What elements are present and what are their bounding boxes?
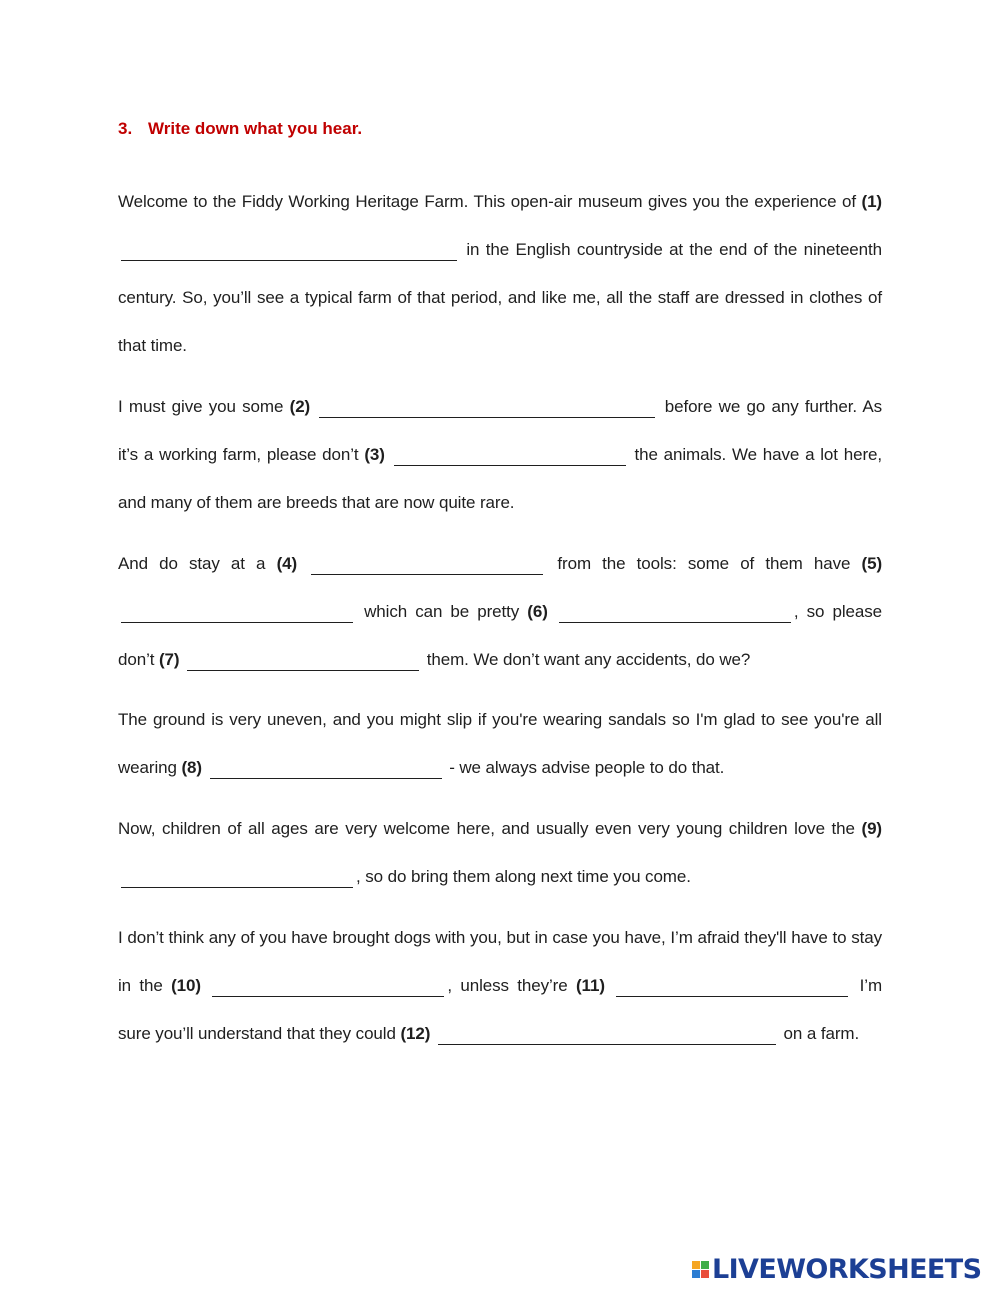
answer-input[interactable]	[187, 652, 419, 671]
exercise-title	[118, 119, 362, 139]
text-segment: Now, children of all ages are very welcome here, and usually even very young children love the	[118, 819, 862, 838]
text-segment: - we always advise people to do that.	[444, 758, 725, 777]
exercise-number: 3.	[118, 119, 133, 138]
text-segment: , so please don’t	[118, 602, 882, 669]
answer-input[interactable]	[394, 447, 626, 466]
liveworksheets-logo-icon	[692, 1261, 709, 1278]
text-segment: from the tools: some of them have	[546, 554, 862, 573]
logo-square	[692, 1270, 700, 1278]
liveworksheets-logo	[692, 1254, 981, 1285]
text-segment: which can be pretty	[356, 602, 528, 621]
gap-number: (7)	[159, 650, 180, 669]
text-segment: I don’t think any of you have brought dogs with you, but in case you have, I’m afraid they'll have to stay in the	[118, 928, 882, 995]
gap-number: (4)	[276, 554, 298, 573]
answer-input[interactable]	[121, 242, 457, 261]
paragraph-6	[118, 914, 882, 1058]
answer-input[interactable]	[616, 978, 848, 997]
text-segment: I’m sure you’ll understand that they could	[118, 976, 883, 1043]
paragraph-1	[118, 178, 882, 370]
text-segment: I must give you some	[118, 397, 290, 416]
text-segment: them. We don’t want any accidents, do we?	[422, 650, 751, 669]
paragraph-5	[118, 805, 882, 901]
gap-number: (11)	[575, 976, 605, 995]
paragraph-3	[118, 540, 882, 684]
text-segment: The ground is very uneven, and you might slip if you're wearing sandals so I'm glad to see you're all wearing	[118, 710, 882, 777]
gap-number: (5)	[861, 554, 883, 573]
text-segment: the animals. We have a lot here, and many of them are breeds that are now quite rare.	[118, 445, 882, 512]
logo-square	[701, 1261, 709, 1269]
answer-input[interactable]	[319, 399, 655, 418]
gap-number: (6)	[527, 602, 548, 621]
answer-input[interactable]	[121, 604, 353, 623]
gap-number: (8)	[181, 758, 202, 777]
text-segment: Welcome to the Fiddy Working Heritage Farm. This open-air museum gives you the experience of	[118, 192, 862, 211]
answer-input[interactable]	[438, 1026, 776, 1045]
paragraph-4	[118, 696, 882, 792]
answer-input[interactable]	[121, 869, 353, 888]
text-segment: in the English countryside at the end of the nineteenth century. So, you’ll see a typical farm of that period, and like me, all the staff are dressed in clothes of that time.	[118, 240, 882, 355]
text-segment: , so do bring them along next time you come.	[356, 867, 691, 886]
gap-number: (10)	[171, 976, 201, 995]
logo-square	[692, 1261, 700, 1269]
text-segment: And do stay at a	[118, 554, 277, 573]
text-segment: before we go any further. As it’s a working farm, please don’t	[118, 397, 883, 464]
gap-number: (1)	[861, 192, 882, 211]
answer-input[interactable]	[210, 760, 442, 779]
gap-number: (2)	[289, 397, 311, 416]
logo-text: LIVEWORKSHEETS	[712, 1254, 982, 1285]
exercise-instruction: Write down what you hear.	[148, 119, 363, 138]
paragraph-2	[118, 383, 882, 527]
answer-input[interactable]	[212, 978, 444, 997]
logo-square	[701, 1270, 709, 1278]
gap-number: (3)	[364, 445, 385, 464]
gap-number: (9)	[861, 819, 882, 838]
answer-input[interactable]	[311, 556, 543, 575]
text-segment: , unless they’re	[447, 976, 576, 995]
gap-number: (12)	[400, 1024, 431, 1043]
answer-input[interactable]	[559, 604, 791, 623]
text-segment: on a farm.	[778, 1024, 860, 1043]
